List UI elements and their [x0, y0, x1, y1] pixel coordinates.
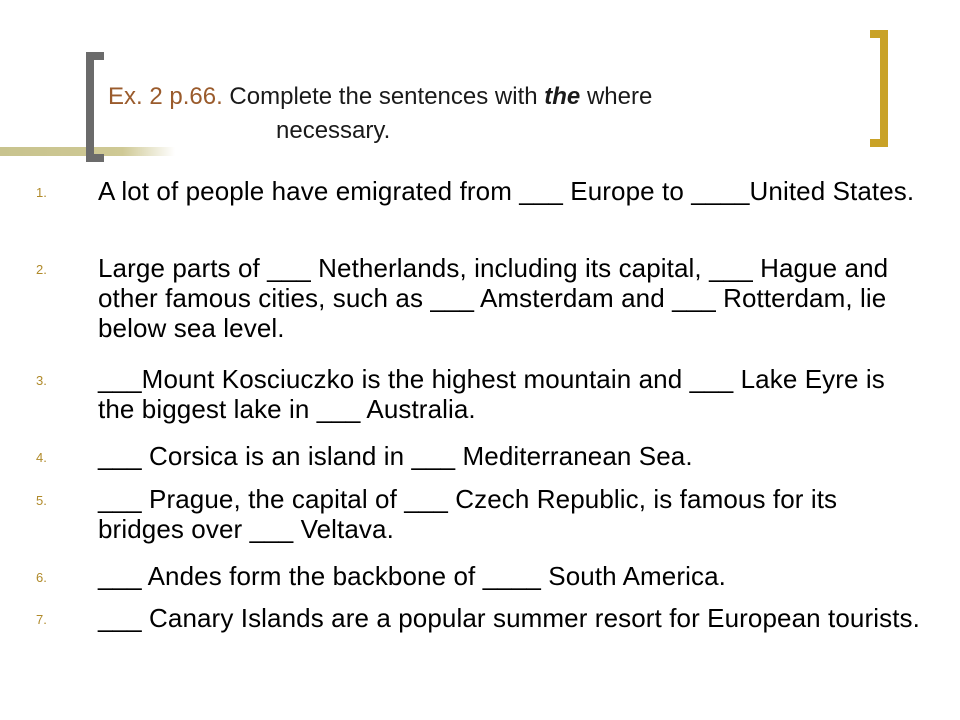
list-item-number: 7.	[36, 612, 47, 627]
list-item-number: 3.	[36, 373, 47, 388]
list-item-number: 1.	[36, 185, 47, 200]
title-main-before: Complete the sentences with	[229, 83, 538, 110]
title-emphasis: the	[544, 83, 581, 110]
title-main-after: where	[586, 83, 653, 110]
list-item-number: 6.	[36, 570, 47, 585]
list-item-text: ___ Canary Islands are a popular summer resort for European tourists.	[98, 603, 920, 633]
title-prefix: Ex. 2 p.66.	[108, 83, 223, 110]
list-item-number: 4.	[36, 450, 47, 465]
list-item-text: ___ Prague, the capital of ___ Czech Republic, is famous for its bridges over ___ Veltava.	[98, 484, 838, 544]
list-item-text: Large parts of ___ Netherlands, including its capital, ___ Hague and other famous cities, such as ___ Amsterdam and ___ Rotterdam, lie below sea level.	[98, 253, 889, 343]
list-item-text: ___ Corsica is an island in ___ Mediterranean Sea.	[98, 441, 693, 471]
list-item-text: ___Mount Kosciuczko is the highest mountain and ___ Lake Eyre is the biggest lake in ___ Australia.	[98, 364, 885, 424]
title-line2: necessary.	[276, 117, 391, 144]
list-item-number: 5.	[36, 493, 47, 508]
list-item-text: A lot of people have emigrated from ___ Europe to ____United States.	[98, 176, 915, 206]
list-item-number: 2.	[36, 262, 47, 277]
list-item-text: ___ Andes form the backbone of ____ South America.	[98, 561, 726, 591]
